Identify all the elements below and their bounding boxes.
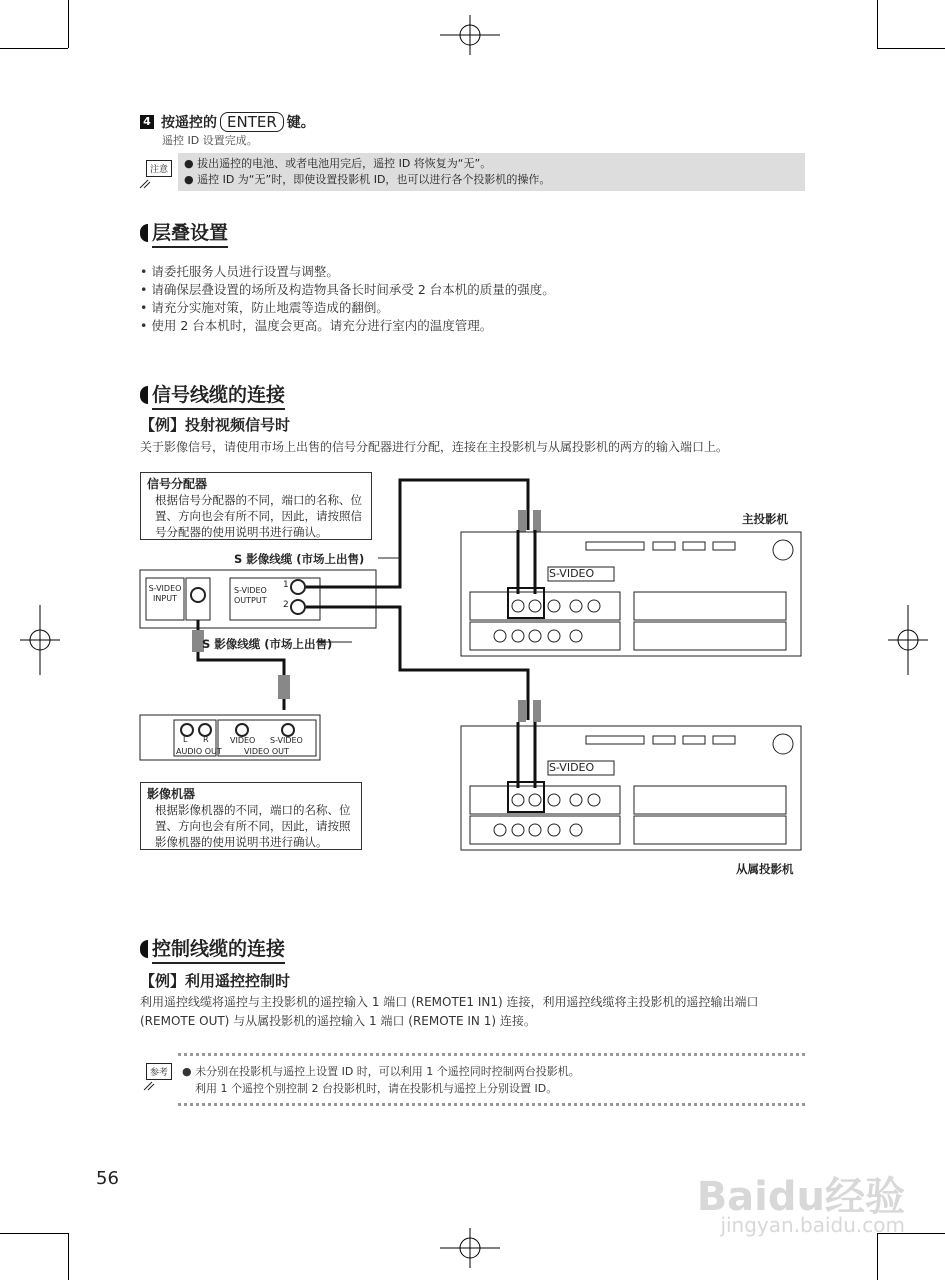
- watermark-url: jingyan.baidu.com: [720, 1213, 905, 1237]
- registration-mark: [20, 605, 60, 675]
- device-svideo-label: S-VIDEO: [270, 736, 303, 745]
- crop-mark: [68, 0, 69, 48]
- section-heading-signal: [140, 380, 285, 410]
- caution-note: [178, 153, 805, 191]
- control-description: 利用遥控线缆将遥控与主投影机的遥控输入 1 端口 (REMOTE1 IN1) 连接，利用遥控线缆将主投影机的遥控输出端口 (REMOTE OUT) 与从属投影机的遥控输入 1 端口 (REMOTE IN 1) 连接。: [140, 995, 759, 1028]
- crop-mark: [877, 0, 878, 48]
- bullet-item: • 使用 2 台本机时，温度会更高。请充分进行室内的温度管理。: [140, 318, 493, 333]
- registration-mark: [888, 605, 928, 675]
- video-label: VIDEO: [230, 736, 256, 745]
- stack-bullets: [140, 263, 555, 335]
- step-text-after: 键。: [286, 115, 315, 131]
- sub-projector-label: 从属投影机: [736, 862, 794, 876]
- output-1-label: 1: [283, 580, 289, 590]
- splitter-desc: 根据信号分配器的不同，端口的名称、位置、方向也会有所不同，因此，请按照信号分配器的使用说明书进行确认。: [155, 493, 362, 539]
- signal-example-title: 【例】投射视频信号时: [140, 416, 291, 434]
- crop-mark: [877, 48, 945, 49]
- section-title: 控制线缆的连接: [152, 934, 285, 964]
- registration-mark: [440, 15, 500, 55]
- caution-line: ● 拔出遥控的电池、或者电池用完后，遥控 ID 将恢复为“无”。: [184, 157, 492, 170]
- step-text-before: 按遥控的: [161, 115, 217, 131]
- reference-line: 利用 1 个遥控个别控制 2 台投影机时，请在投影机与遥控上分别设置 ID。: [195, 1082, 558, 1095]
- step-4-subtext: 遥控 ID 设置完成。: [162, 134, 258, 147]
- crop-mark: [0, 1233, 68, 1234]
- svideo-port-label-sub: S-VIDEO: [549, 761, 595, 774]
- video-out-label: VIDEO OUT: [244, 747, 289, 756]
- section-heading-stack: [140, 218, 228, 248]
- step-4-heading: [140, 112, 315, 132]
- device-title: 影像机器: [147, 787, 196, 801]
- reference-line: ● 未分别在投影机与遥控上设置 ID 时，可以利用 1 个遥控同时控制两台投影机。: [182, 1065, 580, 1078]
- svideo-input-label: S-VIDEO INPUT: [148, 584, 182, 603]
- audio-r-label: R: [203, 735, 209, 744]
- step-number: 4: [140, 115, 154, 129]
- page-number: 56: [96, 1168, 119, 1189]
- bullet-item: • 请充分实施对策，防止地震等造成的翻倒。: [140, 300, 389, 315]
- heading-marker-icon: [140, 224, 148, 242]
- caution-line: ● 遥控 ID 为“无”时，即使设置投影机 ID，也可以进行各个投影机的操作。: [184, 173, 551, 186]
- caution-pen-icon: [138, 174, 160, 190]
- section-title: 信号线缆的连接: [152, 380, 285, 410]
- dotted-divider: [178, 1103, 805, 1106]
- enter-key-label: ENTER: [220, 112, 284, 132]
- signal-description: 关于影像信号，请使用市场上出售的信号分配器进行分配，连接在主投影机与从属投影机的两方的输入端口上。: [140, 440, 729, 454]
- watermark-brand: Baidu经验: [696, 1174, 905, 1220]
- section-heading-control: [140, 934, 285, 964]
- crop-mark: [68, 1233, 69, 1280]
- cable-label-top: S 影像线缆 (市场上出售): [234, 552, 365, 566]
- main-projector-label: 主投影机: [742, 512, 788, 526]
- device-callout: [140, 782, 362, 850]
- crop-mark: [877, 1233, 878, 1280]
- cable-label-mid: S 影像线缆 (市场上出售): [202, 637, 333, 651]
- svideo-port-label-main: S-VIDEO: [549, 567, 595, 580]
- reference-tag: 参考: [146, 1063, 172, 1080]
- splitter-callout: [140, 472, 372, 540]
- crop-mark: [0, 48, 68, 49]
- audio-out-label: AUDIO OUT: [176, 747, 222, 756]
- bullet-item: • 请确保层叠设置的场所及构造物具备长时间承受 2 台本机的质量的强度。: [140, 282, 555, 297]
- splitter-title: 信号分配器: [147, 477, 208, 491]
- control-example-title: 【例】利用遥控控制时: [140, 972, 291, 990]
- audio-l-label: L: [183, 735, 188, 744]
- dotted-divider: [178, 1053, 805, 1056]
- heading-marker-icon: [140, 386, 148, 404]
- reference-note: [182, 1063, 580, 1097]
- bullet-item: • 请委托服务人员进行设置与调整。: [140, 264, 339, 279]
- caution-tag: 注意: [146, 160, 172, 177]
- heading-marker-icon: [140, 940, 148, 958]
- reference-pen-icon: [142, 1078, 164, 1092]
- output-2-label: 2: [283, 600, 289, 610]
- device-desc: 根据影像机器的不同，端口的名称、位置、方向也会有所不同，因此，请按照影像机器的使用说明书进行确认。: [155, 803, 351, 849]
- section-title: 层叠设置: [152, 218, 228, 248]
- svideo-output-label: S-VIDEO OUTPUT: [234, 586, 267, 605]
- registration-mark: [440, 1228, 500, 1268]
